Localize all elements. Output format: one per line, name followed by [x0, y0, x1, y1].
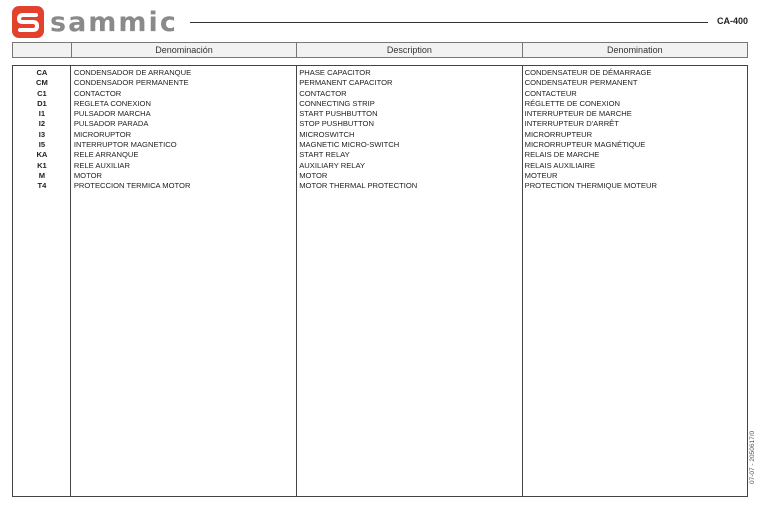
component-code: KA	[36, 150, 48, 160]
side-reference-code: 07-07 - 2050617/0	[749, 430, 756, 484]
french-name: MICRORRUPTEUR	[524, 129, 593, 139]
spanish-name: REGLETA CONEXION	[73, 98, 151, 108]
french-name: CONDENSATEUR DE DÉMARRAGE	[524, 68, 652, 77]
header-spanish: Denominación	[71, 43, 296, 57]
table-row	[13, 78, 747, 88]
table-row	[13, 150, 747, 160]
spanish-name: MOTOR	[73, 170, 102, 180]
spanish-name: RELE AUXILIAR	[73, 160, 130, 170]
english-name: MAGNETIC MICRO-SWITCH	[299, 140, 400, 150]
document-code: CA-400	[716, 16, 748, 26]
table-row	[13, 140, 747, 150]
french-name: INTERRUPTEUR DE MARCHE	[524, 109, 632, 119]
component-code: K1	[37, 160, 47, 170]
french-name: PROTECTION THERMIQUE MOTEUR	[524, 181, 657, 191]
french-name: RELAIS AUXILIAIRE	[524, 160, 596, 170]
english-name: MOTOR	[299, 170, 328, 180]
header-french: Denomination	[522, 43, 747, 57]
spanish-name: CONDENSADOR DE ARRANQUE	[73, 68, 192, 77]
logo-text: sammic	[50, 6, 178, 38]
table-row	[13, 181, 747, 191]
english-name: PHASE CAPACITOR	[299, 68, 371, 77]
english-name: STOP PUSHBUTTON	[299, 119, 374, 129]
component-code: I1	[38, 109, 46, 119]
french-name: MOTEUR	[524, 170, 558, 180]
table-rows	[13, 68, 747, 192]
component-code: CM	[36, 78, 48, 88]
english-name: START PUSHBUTTON	[299, 109, 378, 119]
brand-logo	[12, 6, 178, 38]
table-row	[13, 171, 747, 181]
spanish-name: CONTACTOR	[73, 88, 122, 98]
header-code-cell	[13, 43, 71, 57]
spanish-name: MICRORUPTOR	[73, 129, 132, 139]
english-name: CONTACTOR	[299, 88, 347, 98]
french-name: CONTACTEUR	[524, 88, 577, 98]
component-code: D1	[37, 98, 47, 108]
english-name: START RELAY	[299, 150, 350, 160]
english-name: AUXILIARY RELAY	[299, 160, 366, 170]
component-code: I5	[38, 140, 46, 150]
table-row	[13, 89, 747, 99]
table-row	[13, 119, 747, 129]
spanish-name: INTERRUPTOR MAGNETICO	[73, 140, 177, 150]
page-header	[0, 0, 768, 42]
component-code: T4	[37, 181, 47, 191]
table-header	[12, 42, 748, 58]
header-rule	[190, 22, 708, 23]
english-name: MOTOR THERMAL PROTECTION	[299, 181, 418, 191]
table-row	[13, 130, 747, 140]
spanish-name: PULSADOR PARADA	[73, 119, 149, 129]
component-code: CA	[36, 68, 48, 77]
header-english: Description	[296, 43, 521, 57]
table-row	[13, 161, 747, 171]
component-code: I2	[38, 119, 46, 129]
spanish-name: PULSADOR MARCHA	[73, 109, 151, 119]
component-code: C1	[37, 88, 47, 98]
english-name: PERMANENT CAPACITOR	[299, 78, 393, 88]
component-code: M	[38, 170, 46, 180]
spanish-name: PROTECCION TERMICA MOTOR	[73, 181, 191, 191]
english-name: MICROSWITCH	[299, 129, 355, 139]
table-body	[12, 65, 748, 497]
french-name: MICRORRUPTEUR MAGNÉTIQUE	[524, 140, 646, 150]
table-row	[13, 99, 747, 109]
component-code: I3	[38, 129, 46, 139]
sammic-s-logo-icon	[12, 6, 44, 38]
spanish-name: RELE ARRANQUE	[73, 150, 139, 160]
french-name: INTERRUPTEUR D'ARRÊT	[524, 119, 619, 129]
french-name: RÉGLETTE DE CONEXION	[524, 98, 620, 108]
french-name: CONDENSATEUR PERMANENT	[524, 78, 638, 88]
table-row	[13, 68, 747, 78]
spanish-name: CONDENSADOR PERMANENTE	[73, 78, 189, 88]
english-name: CONNECTING STRIP	[299, 98, 375, 108]
french-name: RELAIS DE MARCHE	[524, 150, 600, 160]
table-row	[13, 109, 747, 119]
